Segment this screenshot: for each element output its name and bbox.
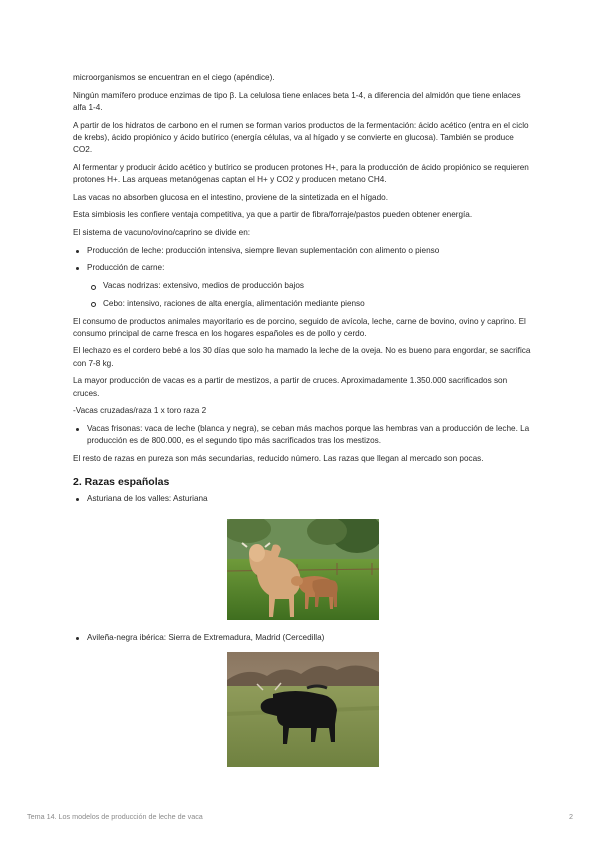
paragraph: El lechazo es el cordero bebé a los 30 días que solo ha mamado la leche de la oveja. No es bueno para engordar, se sacrifica con 7-8 kg. (73, 346, 531, 368)
breed-list-1 (73, 493, 533, 505)
paragraph: La mayor producción de vacas es a partir de mestizos, a partir de cruces. Aproximadamente 1.350.000 sacrificados son cruces. (73, 376, 508, 398)
section-heading: 2. Razas españolas (73, 476, 170, 489)
paragraph: microorganismos se encuentran en el ciego (apéndice). (73, 73, 275, 82)
list-item: Avileña-negra ibérica: Sierra de Extremadura, Madrid (Cercedilla) (73, 632, 533, 644)
paragraph: El resto de razas en pureza son más secundarias, reducido número. Las razas que llegan al mercado son pocas. (73, 453, 484, 463)
paragraph: Las vacas no absorben glucosa en el intestino, proviene de la sintetizada en el hígado. (73, 192, 388, 202)
list-item-label: Producción de carne: (87, 263, 165, 273)
document-page (73, 72, 533, 767)
frisian-list (73, 423, 533, 447)
list-item: Cebo: intensivo, raciones de alta energía, alimentación mediante pienso (87, 298, 533, 310)
paragraph: Ningún mamífero produce enzimas de tipo β. La celulosa tiene enlaces beta 1-4, a diferencia del almidón que tiene enlaces alfa 1-4. (73, 90, 521, 112)
list-item (73, 262, 533, 310)
list-item: Vacas nodrizas: extensivo, medios de producción bajos (87, 280, 533, 292)
list-item: Producción de leche: producción intensiva, siempre llevan suplementación con alimento o pienso (73, 245, 533, 257)
asturiana-cow-photo (227, 519, 379, 620)
paragraph: A partir de los hidratos de carbono en el rumen se forman varios productos de la fermentación: ácido acético (entra en el ciclo de krebs), ácido propiónico y ácido butírico (energía células, va al hígado y se convierte en glucosa). También se produce CO2. (73, 120, 529, 155)
list-item: Vacas frisonas: vaca de leche (blanca y negra), se ceban más machos porque las hembras van a producción de leche. La producción es de 800.000, es el segundo tipo más sacrificados tras los mestizos. (73, 423, 533, 447)
meat-sublist (87, 280, 533, 310)
paragraph: El consumo de productos animales mayoritario es de porcino, seguido de avícola, leche, carne de bovino, ovino y caprino. El consumo principal de carne fresca en los hogares españoles es de pollo y cerdo. (73, 316, 526, 338)
paragraph: Esta simbiosis les confiere ventaja competitiva, ya que a partir de fibra/forraje/pastos pueden obtener energía. (73, 210, 473, 220)
paragraph: Al fermentar y producir ácido acético y butírico se producen protones H+, para la producción de ácido propiónico se requieren protones H+. Las arqueas metanógenas captan el H+ y CO2 y producen metano CH4. (73, 162, 529, 184)
breed-list-2 (73, 632, 533, 644)
paragraph: -Vacas cruzadas/raza 1 x toro raza 2 (73, 406, 207, 416)
footer-title: Tema 14. Los modelos de producción de leche de vaca (27, 812, 203, 821)
page-footer (27, 812, 573, 821)
paragraph: El sistema de vacuno/ovino/caprino se divide en: (73, 228, 251, 238)
avilena-cow-photo (227, 652, 379, 767)
page-number: 2 (569, 812, 573, 821)
list-item: Asturiana de los valles: Asturiana (73, 493, 533, 505)
system-list (73, 245, 533, 310)
